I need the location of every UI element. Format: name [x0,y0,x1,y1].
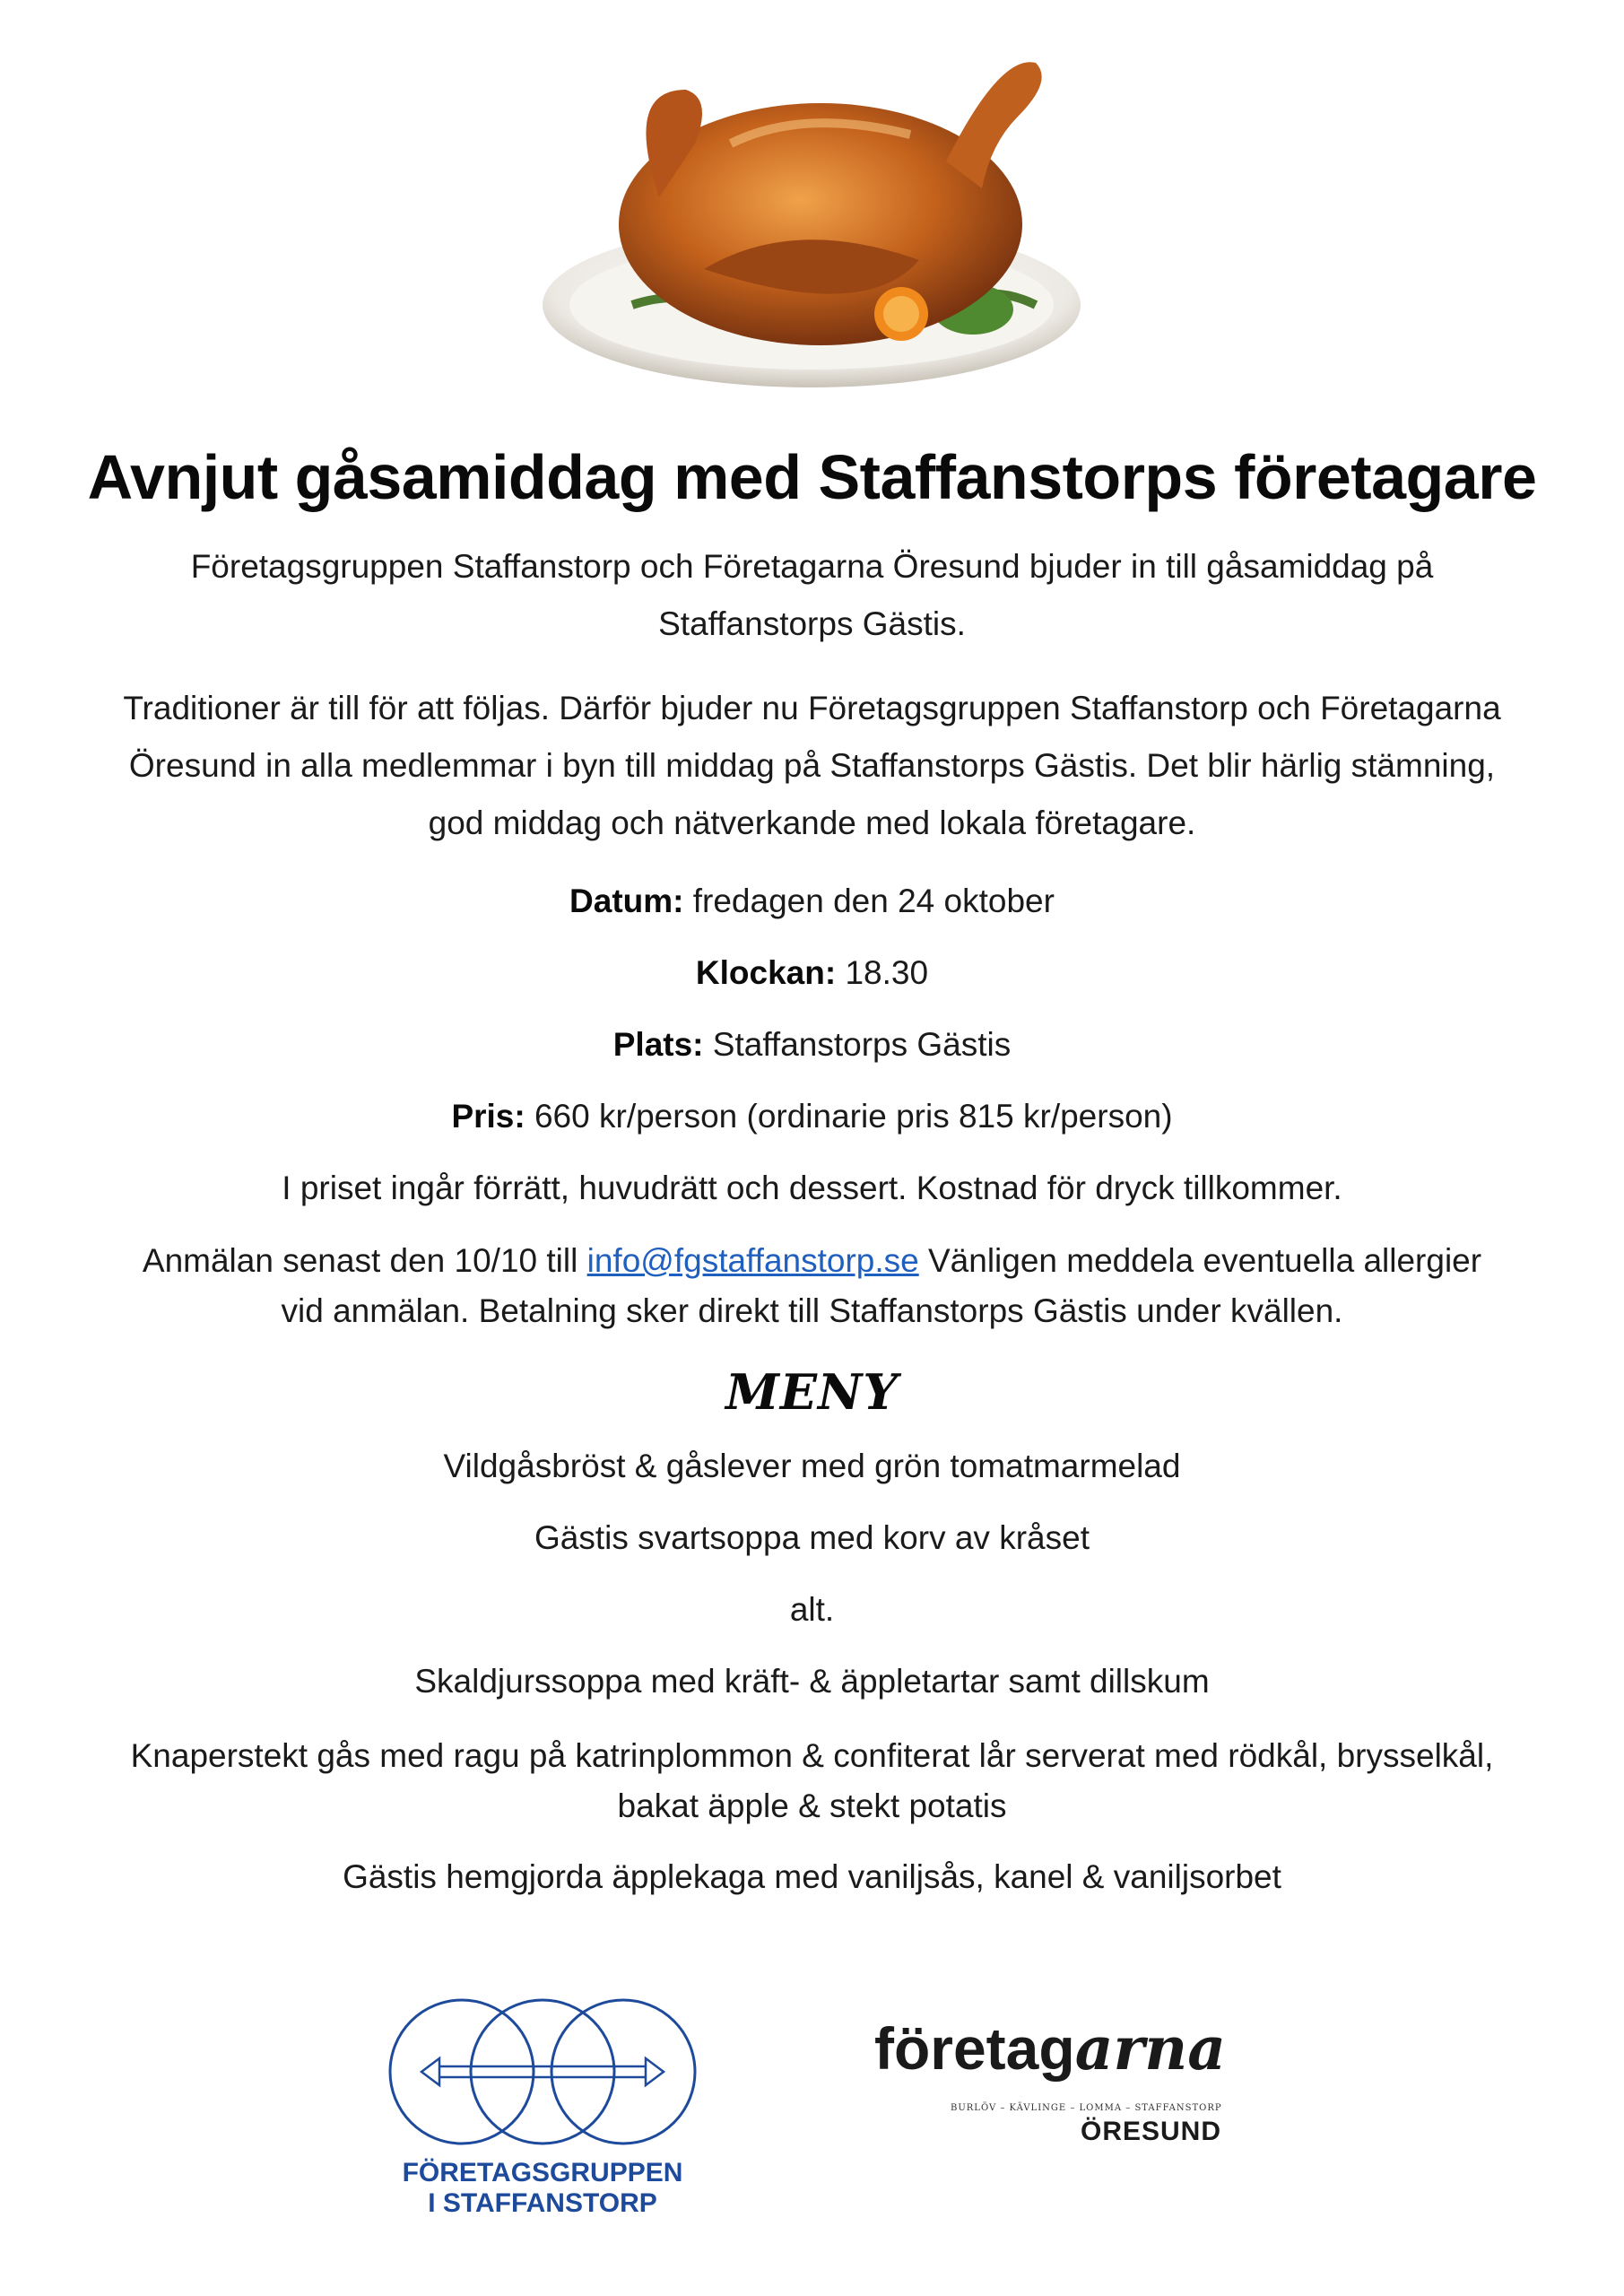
menu-item: Gästis svartsoppa med korv av kråset [534,1519,1090,1556]
logo-right-word-a: företag [874,2015,1075,2082]
date-label: Datum: [569,883,684,919]
menu-item: Vildgåsbröst & gåslever med grön tomatmarmelad [443,1448,1181,1484]
menu-title: MENY [725,1363,899,1421]
menu-item: Knaperstekt gås med ragu på katrinplommon & confiterat lår serverat med rödkål, brysselkål, [130,1737,1494,1774]
foretagsgruppen-logo [377,1996,708,2220]
logo-right-word-b: arna [1074,2013,1226,2083]
logo-left-line2: I STAFFANSTORP [428,2188,657,2218]
page-title: Avnjut gåsamiddag med Staffanstorps företagare [87,442,1537,512]
registration-text: Anmälan senast den 10/10 till [142,1242,587,1279]
time-line [0,951,1624,996]
email-link[interactable]: info@fgstaffanstorp.se [586,1242,919,1279]
date-line [0,879,1624,924]
registration-allergy-text: Vänligen meddela eventuella allergier [918,1242,1482,1279]
roast-goose-icon [525,36,1099,395]
included-line: I priset ingår förrätt, huvudrätt och dessert. Kostnad för dryck tillkommer. [282,1170,1342,1206]
foretagarna-logo [874,2013,1251,2157]
price-label: Pris: [451,1098,525,1135]
price-line [0,1094,1624,1139]
menu-item: Skaldjurssoppa med kräft- & äppletartar samt dillskum [414,1663,1210,1700]
intro-paragraph: Företagsgruppen Staffanstorp och Företagarna Öresund bjuder in till gåsamiddag på Staffanstorps Gästis. [190,548,1434,642]
logo-right-city: ÖRESUND [1081,2117,1222,2146]
logo-right-wordmark [874,2013,1226,2083]
payment-line: vid anmälan. Betalning sker direkt till Staffanstorps Gästis under kvällen. [281,1292,1343,1329]
place-value: Staffanstorps Gästis [703,1026,1012,1063]
menu-item-continued: bakat äpple & stekt potatis [617,1787,1007,1824]
place-line [0,1022,1624,1067]
registration-line [0,1236,1624,1286]
date-value: fredagen den 24 oktober [683,883,1055,919]
time-value: 18.30 [836,954,929,991]
three-circles-arrow-icon [377,1996,708,2148]
description-paragraph: Traditioner är till för att följas. Därför bjuder nu Företagsgruppen Staffanstorp och Företagarna Öresund in alla medlemmar i byn till middag på Staffanstorps Gästis. Det blir härlig stämning, god middag och nätverkande med lokala företagare. [123,690,1501,841]
price-value: 660 kr/person (ordinarie pris 815 kr/person) [525,1098,1173,1135]
place-label: Plats: [612,1026,704,1063]
logo-left-line1: FÖRETAGSGRUPPEN [402,2158,683,2187]
time-label: Klockan: [695,954,837,991]
menu-item-alt: alt. [789,1591,835,1628]
logo-right-municipalities: BURLÖV – KÄVLINGE – LOMMA – STAFFANSTORP [951,2103,1222,2113]
menu-item: Gästis hemgjorda äpplekaga med vaniljsås, kanel & vaniljsorbet [343,1858,1281,1895]
